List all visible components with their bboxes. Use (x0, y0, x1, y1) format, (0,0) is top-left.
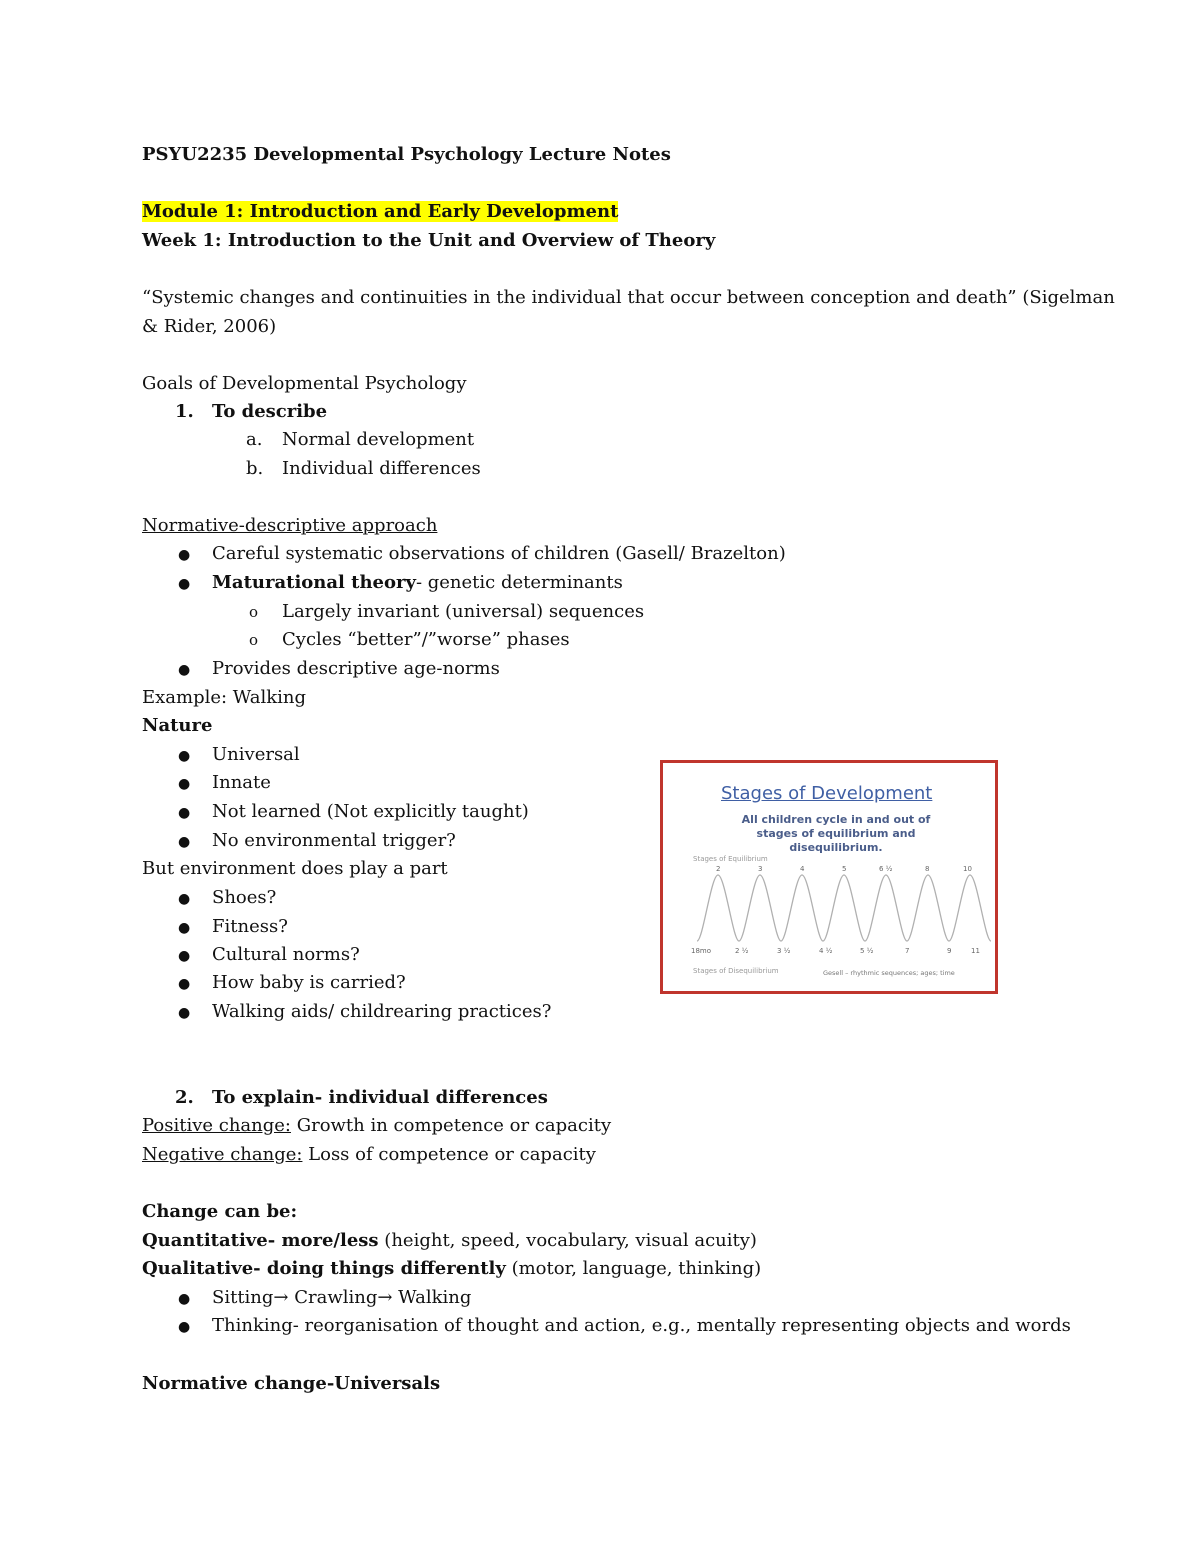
bullet-icon: ● (178, 920, 191, 936)
trough-label: 9 (947, 947, 952, 955)
trough-label: 7 (905, 947, 910, 955)
bullet-icon: ● (178, 547, 191, 563)
positive-change-text: Growth in competence or capacity (290, 1115, 612, 1136)
maturational-theory-desc: - genetic determinants (415, 572, 623, 593)
goals-heading: Goals of Developmental Psychology (142, 373, 467, 394)
peak-label: 3 (758, 865, 763, 873)
trough-label: 5 ½ (860, 947, 874, 955)
negative-change-label: Negative change: (142, 1144, 303, 1165)
qualitative-term: Qualitative- doing things differently (142, 1258, 506, 1279)
figure-title: Stages of Development (721, 783, 933, 804)
circle-bullet-icon: o (249, 603, 259, 621)
nature-item: Universal (212, 744, 300, 765)
peak-label: 2 (716, 865, 721, 873)
circle-bullet-icon: o (249, 631, 259, 649)
normative-bullet-3: Provides descriptive age-norms (212, 658, 500, 679)
nature-item: Innate (212, 772, 271, 793)
environment-item: Fitness? (212, 916, 288, 937)
maturational-theory-term: Maturational theory (212, 572, 416, 593)
goal1-text: To describe (212, 401, 328, 422)
module-heading (142, 200, 618, 224)
qualitative-item: Thinking- reorganisation of thought and action, e.g., mentally representing objects and words (212, 1315, 1071, 1336)
bullet-icon: ● (178, 748, 191, 764)
normative-heading: Normative-descriptive approach (142, 515, 438, 536)
bullet-icon: ● (178, 576, 191, 592)
example-line: Example: Walking (142, 687, 307, 708)
normative-sub-2: Cycles “better”/”worse” phases (282, 629, 570, 650)
peak-labels (716, 865, 972, 873)
qualitative-item: Sitting→ Crawling→ Walking (212, 1287, 472, 1308)
quantitative-desc: (height, speed, vocabulary, visual acuity) (378, 1230, 757, 1251)
definition-quote-line1: “Systemic changes and continuities in the individual that occur between conception and death” (Sigelman (142, 287, 1115, 308)
change-heading: Change can be: (142, 1201, 298, 1222)
peak-label: 5 (842, 865, 847, 873)
environment-item: Walking aids/ childrearing practices? (212, 1001, 552, 1022)
disequilibrium-label: Stages of Disequilibrium (693, 967, 779, 975)
peak-label: 6 ½ (879, 865, 893, 873)
environment-item: Shoes? (212, 887, 277, 908)
trough-labels (691, 947, 980, 955)
module-heading-text: Module 1: Introduction and Early Development (142, 201, 619, 222)
bullet-icon: ● (178, 948, 191, 964)
goal1-b-text: Individual differences (282, 458, 481, 479)
positive-change-label: Positive change: (142, 1115, 291, 1136)
equilibrium-label: Stages of Equilibrium (693, 855, 768, 863)
bullet-icon: ● (178, 1005, 191, 1021)
bullet-icon: ● (178, 805, 191, 821)
trough-label: 4 ½ (819, 947, 833, 955)
peak-label: 4 (800, 865, 805, 873)
trough-label: 18mo (691, 947, 712, 955)
bullet-icon: ● (178, 662, 191, 678)
equilibrium-wave-diagram (663, 763, 995, 991)
negative-change-text: Loss of competence or capacity (302, 1144, 596, 1165)
normative-change-heading: Normative change-Universals (142, 1373, 441, 1394)
goal2-number: 2. (175, 1087, 194, 1108)
bullet-icon: ● (178, 891, 191, 907)
figure-subtitle: All children cycle in and out of stages of equilibrium and disequilibrium. (741, 813, 931, 854)
figure-footer: Gesell – rhythmic sequences; ages; time (823, 969, 955, 977)
quantitative-term: Quantitative- more/less (142, 1230, 379, 1251)
goal1-a-marker: a. (246, 429, 263, 450)
goal1-a-text: Normal development (282, 429, 475, 450)
nature-item: Not learned (Not explicitly taught) (212, 801, 529, 822)
document-title: PSYU2235 Developmental Psychology Lecture Notes (142, 144, 671, 165)
trough-label: 11 (971, 947, 980, 955)
bullet-icon: ● (178, 1319, 191, 1335)
quantitative-line (142, 1229, 757, 1253)
goal1-b-marker: b. (246, 458, 264, 479)
nature-item: No environmental trigger? (212, 830, 456, 851)
normative-sub-1: Largely invariant (universal) sequences (282, 601, 645, 622)
goal1-number: 1. (175, 401, 194, 422)
peak-label: 8 (925, 865, 930, 873)
normative-bullet-1: Careful systematic observations of children (Gasell/ Brazelton) (212, 543, 786, 564)
nature-heading: Nature (142, 715, 213, 736)
environment-item: How baby is carried? (212, 972, 406, 993)
trough-label: 3 ½ (777, 947, 791, 955)
stages-of-development-figure (660, 760, 998, 994)
normative-bullet-2 (212, 571, 623, 595)
environment-item: Cultural norms? (212, 944, 360, 965)
definition-quote-line2: & Rider, 2006) (142, 316, 277, 337)
equilibrium-wave (697, 875, 991, 941)
trough-label: 2 ½ (735, 947, 749, 955)
qualitative-desc: (motor, language, thinking) (505, 1258, 762, 1279)
bullet-icon: ● (178, 834, 191, 850)
peak-label: 10 (963, 865, 972, 873)
environment-heading: But environment does play a part (142, 858, 448, 879)
goal2-text: To explain- individual differences (212, 1087, 548, 1108)
negative-change-line (142, 1143, 596, 1167)
bullet-icon: ● (178, 976, 191, 992)
qualitative-line (142, 1257, 761, 1281)
bullet-icon: ● (178, 776, 191, 792)
positive-change-line (142, 1114, 611, 1138)
bullet-icon: ● (178, 1291, 191, 1307)
week-heading: Week 1: Introduction to the Unit and Overview of Theory (142, 230, 716, 251)
